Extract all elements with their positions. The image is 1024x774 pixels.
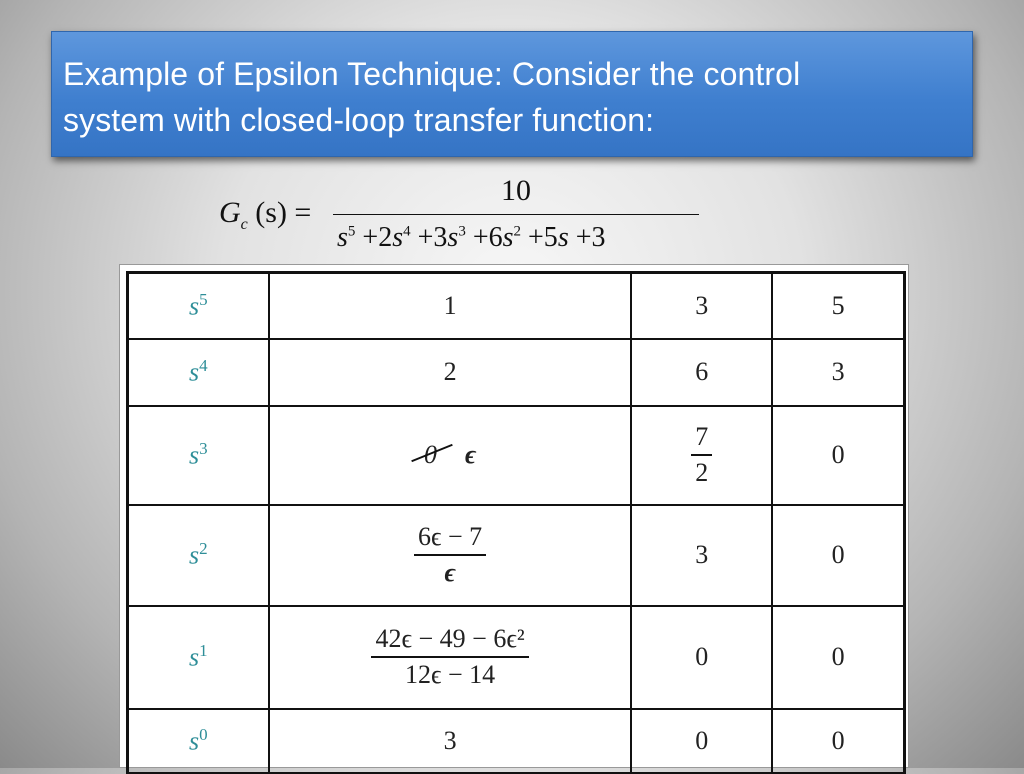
row-label: $s^2$ — [128, 505, 269, 606]
polynomial-term: +5s — [521, 222, 569, 253]
fraction — [371, 624, 528, 690]
row-label: $s^1$ — [128, 606, 269, 709]
table-cell — [269, 505, 632, 606]
table-cell: 0 — [631, 709, 772, 773]
equation-lhs — [219, 196, 311, 234]
table-row — [128, 339, 905, 406]
table-cell — [631, 406, 772, 505]
title-line-2: system with closed-loop transfer function: — [63, 102, 655, 138]
table-row — [128, 709, 905, 773]
title-line-1: Example of Epsilon Technique: Consider the control — [63, 56, 801, 92]
equation-numerator: 10 — [501, 174, 531, 207]
table-row — [128, 406, 905, 505]
table-cell — [269, 406, 632, 505]
struck-zero: 0 — [424, 440, 437, 470]
row-label: $s^5$ — [128, 273, 269, 339]
fraction-denominator: 2 — [695, 458, 709, 487]
fraction-numerator: 42ϵ − 49 − 6ϵ² — [375, 624, 525, 653]
row-label: $s^3$ — [128, 406, 269, 505]
row-label: $s^4$ — [128, 339, 269, 406]
table-cell: 0 — [772, 709, 904, 773]
polynomial-term: $+6s^2$ — [465, 222, 522, 253]
polynomial-term: $+2s^4$ — [355, 222, 411, 253]
polynomial-term: +3 — [568, 222, 606, 253]
table-row — [128, 505, 905, 606]
lhs-subscript: c — [240, 216, 248, 233]
table-cell — [269, 606, 632, 709]
table-row — [128, 273, 905, 339]
fraction-bar — [414, 554, 486, 556]
table-cell: 0 — [631, 606, 772, 709]
table-cell: 2 — [269, 339, 632, 406]
fraction-denominator: ϵ — [444, 558, 456, 587]
lhs-argument: (s) = — [255, 196, 312, 229]
table-cell: 0 — [772, 606, 904, 709]
table-cell: 3 — [772, 339, 904, 406]
fraction-numerator: 6ϵ − 7 — [417, 522, 483, 551]
table-cell: 0 — [772, 406, 904, 505]
table-row — [128, 606, 905, 709]
fraction-bar — [333, 214, 699, 215]
polynomial-term: $s^5$ — [337, 222, 356, 253]
equation-denominator — [337, 222, 606, 254]
polynomial-term: $+3s^3$ — [410, 222, 466, 253]
transfer-function-equation — [0, 0, 1024, 260]
lhs-symbol: G — [219, 196, 241, 229]
table-cell: 5 — [772, 273, 904, 339]
fraction-denominator: 12ϵ − 14 — [404, 660, 496, 689]
table-cell: 1 — [269, 273, 632, 339]
table-cell: 3 — [631, 505, 772, 606]
table-cell: 0 — [772, 505, 904, 606]
routh-table — [126, 271, 906, 774]
fraction — [691, 422, 712, 488]
fraction — [414, 522, 486, 588]
row-label: $s^0$ — [128, 709, 269, 773]
routh-table-container — [119, 264, 909, 768]
table-cell: 3 — [631, 273, 772, 339]
table-cell: 6 — [631, 339, 772, 406]
table-cell: 3 — [269, 709, 632, 773]
fraction-bar — [691, 454, 712, 456]
fraction-bar — [371, 656, 528, 658]
epsilon-value: ϵ — [464, 440, 477, 469]
fraction-numerator: 7 — [695, 422, 709, 451]
